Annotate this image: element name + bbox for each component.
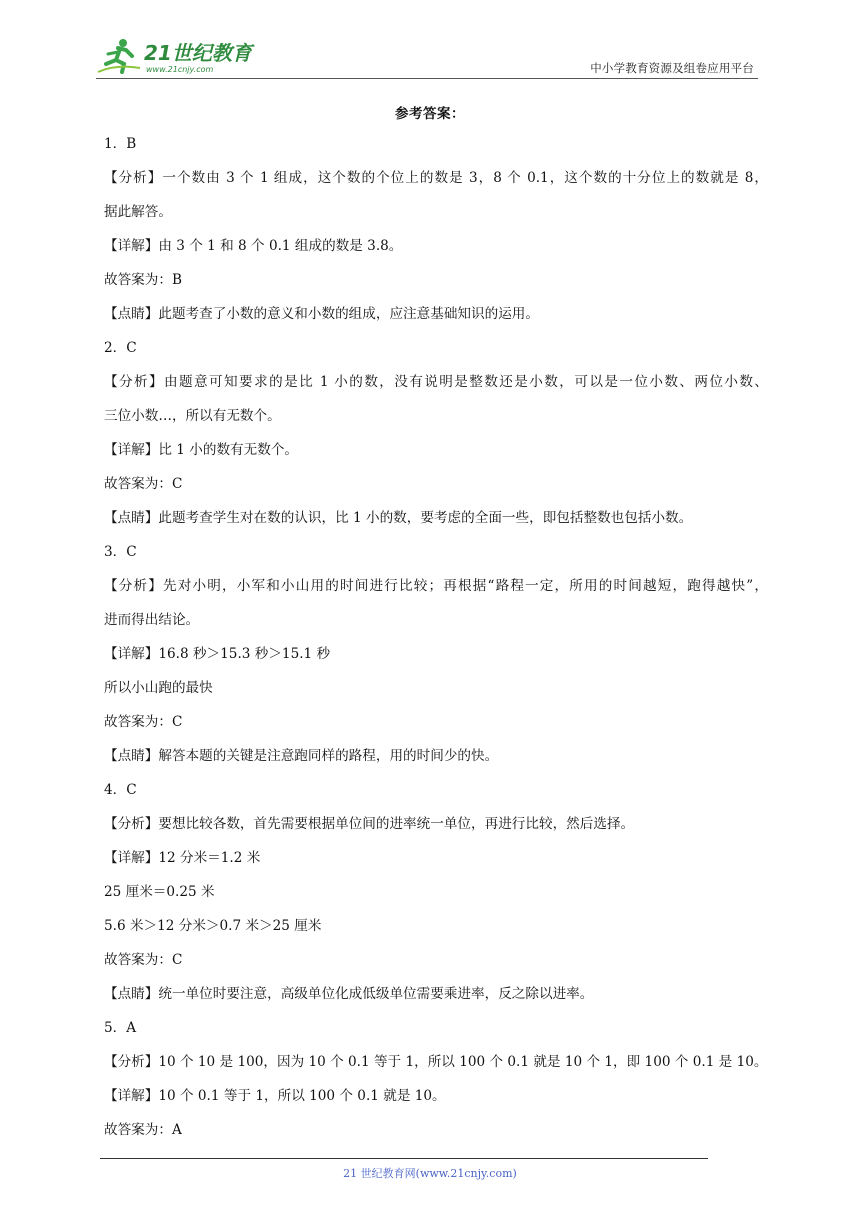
answer-text: 故答案为：C [104,476,183,492]
detail-text: 【详解】12 分米＝1.2 米 [104,850,261,866]
answer-text: 故答案为：B [104,272,182,288]
analysis-text: 【分析】要想比较各数，首先需要根据单位间的进率统一单位，再进行比较，然后选择。 [104,816,635,832]
detail-text: 【详解】16.8 秒＞15.3 秒＞15.1 秒 [104,646,331,662]
detail-text: 5.6 米＞12 分米＞0.7 米＞25 厘米 [104,918,322,934]
analysis-text: 三位小数…，所以有无数个。 [104,408,281,424]
detail-text: 所以小山跑的最快 [104,680,213,696]
analysis-text: 【分析】先对小明，小军和小山用的时间进行比较；再根据“路程一定，所用的时间越短，跑得越快”， [104,578,768,594]
analysis-text: 【分析】由题意可知要求的是比 1 小的数，没有说明是整数还是小数，可以是一位小数、两位小数、 [104,374,768,390]
footer-divider [100,1158,708,1159]
analysis-text: 【分析】一个数由 3 个 1 组成，这个数的个位上的数是 3，8 个 0.1，这个数的十分位上的数就是 8， [104,170,768,186]
detail-text: 25 厘米＝0.25 米 [104,884,215,900]
header-divider [96,78,758,79]
footer-link[interactable]: 21 世纪教育网(www.21cnjy.com) [343,1167,517,1180]
answer-text: 故答案为：A [104,1122,182,1138]
detail-text: 【详解】由 3 个 1 和 8 个 0.1 组成的数是 3.8。 [104,238,403,254]
answer-text: 故答案为：C [104,952,183,968]
comment-text: 【点睛】解答本题的关键是注意跑同样的路程，用的时间少的快。 [104,748,499,764]
comment-text: 【点睛】统一单位时要注意，高级单位化成低级单位需要乘进率，反之除以进率。 [104,986,594,1002]
answer-number: 4．C [104,782,137,798]
analysis-text: 进而得出结论。 [104,612,200,628]
answer-text: 故答案为：C [104,714,183,730]
answer-number: 2．C [104,340,137,356]
detail-text: 【详解】比 1 小的数有无数个。 [104,442,299,458]
page-title: 参考答案： [395,106,465,122]
page-header [96,30,756,78]
analysis-text: 据此解答。 [104,204,172,220]
answer-content [104,127,768,1147]
answer-number: 3．C [104,544,137,560]
runner-icon [98,39,140,72]
analysis-text: 【分析】10 个 10 是 100，因为 10 个 0.1 等于 1，所以 100 个 0.1 就是 10 个 1，即 100 个 0.1 是 10。 [104,1054,768,1070]
answer-number: 1．B [104,136,137,152]
svg-text:21世纪教育: 21世纪教育 [144,41,252,65]
answer-number: 5．A [104,1020,137,1036]
svg-text:www.21cnjy.com: www.21cnjy.com [146,65,214,74]
platform-name: 中小学教育资源及组卷应用平台 [590,61,754,75]
site-logo [96,34,266,78]
detail-text: 【详解】10 个 0.1 等于 1，所以 100 个 0.1 就是 10。 [104,1088,446,1104]
comment-text: 【点睛】此题考查学生对在数的认识，比 1 小的数，要考虑的全面一些，即包括整数也包括小数。 [104,510,693,526]
comment-text: 【点睛】此题考查了小数的意义和小数的组成，应注意基础知识的运用。 [104,306,539,322]
